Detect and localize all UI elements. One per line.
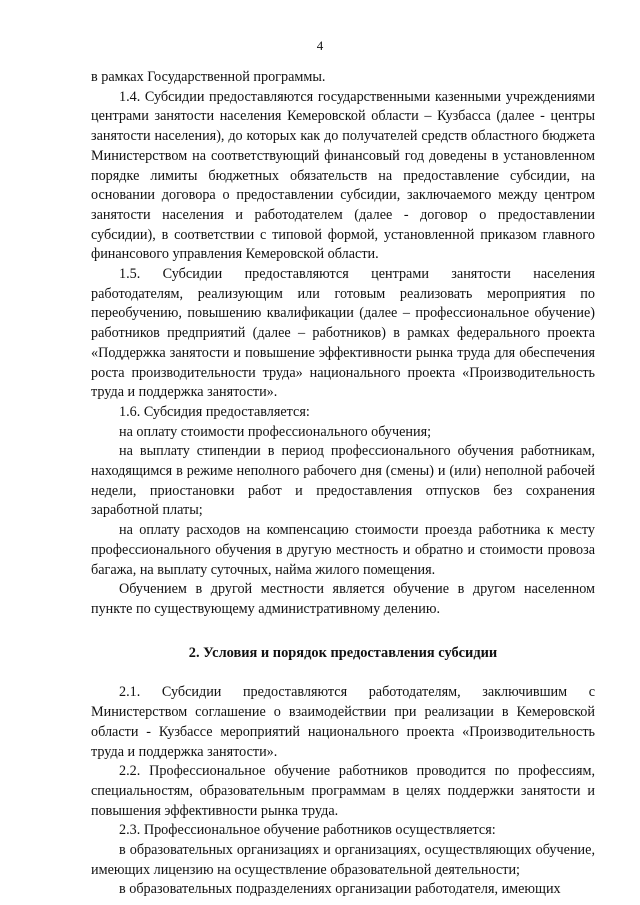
paragraph-travel-compensation: на оплату расходов на компенсацию стоимости проезда работника к месту профессионального обучения в другую местность и обратно и стоимости провоза багажа, на выплату суточных, найма жилого помещения.	[91, 522, 595, 578]
section-heading: 2. Условия и порядок предоставления субсидии	[188, 644, 498, 661]
document-body	[91, 68, 595, 900]
paragraph-1-6: 1.6. Субсидия предоставляется:	[119, 403, 310, 420]
paragraph-stipend: на выплату стипендии в период профессионального обучения работникам, находящимся в режиме неполного рабочего дня (смены) и (или) неполной рабочей недели, приостановки работ и предоставления отпусков без сохранения заработной платы;	[91, 443, 595, 519]
page-number: 4	[316, 38, 324, 53]
paragraph-1-5: 1.5. Субсидии предоставляются центрами занятости населения работодателям, реализующим или готовым реализовать мероприятия по переобучению, повышению квалификации (далее – профессиональное обучение) работников предприятий (далее – работников) в рамках федерального проекта «Поддержка занятости и повышение эффективности рынка труда для обеспечения роста производительности труда» национального проекта «Производительность труда и поддержка занятости».	[91, 266, 595, 401]
paragraph-2-1: 2.1. Субсидии предоставляются работодателям, заключившим с Министерством соглашение о взаимодействии при реализации в Кемеровской области - Кузбассе мероприятий национального проекта «Производительность труда и поддержка занятости».	[91, 684, 595, 760]
paragraph-2-3: 2.3. Профессиональное обучение работников осуществляется:	[119, 822, 496, 839]
paragraph-other-locality: Обучением в другой местности является обучение в другом населенном пункте по существующему административному делению.	[91, 581, 595, 617]
paragraph-program-continuation: в рамках Государственной программы.	[91, 69, 326, 85]
paragraph-2-2: 2.2. Профессиональное обучение работников проводится по профессиям, специальностям, образовательным программам в целях поддержки занятости и повышения эффективности рынка труда.	[91, 763, 595, 819]
paragraph-1-4: 1.4. Субсидии предоставляются государственными казенными учреждениями центрами занятости населения Кемеровской области – Кузбасса (далее - центры занятости населения), до которых как до получателей средств областного бюджета Министерством на соответствующий финансовый год доведены в установленном порядке лимиты бюджетных обязательств на предоставление субсидии, на основании договора о предоставлении субсидии, заключаемого между центром занятости населения и работодателем (далее - договор о предоставлении субсидии), в соответствии с типовой формой, установленной приказом главного финансового управления Кемеровской области.	[91, 88, 595, 263]
paragraph-training-cost: на оплату стоимости профессионального обучения;	[119, 423, 432, 440]
paragraph-employer-divisions: в образовательных подразделениях организации работодателя, имеющих	[119, 881, 561, 898]
paragraph-licensed-organizations: в образовательных организациях и организациях, осуществляющих обучение, имеющих лицензию на осуществление образовательной деятельности;	[91, 842, 595, 878]
